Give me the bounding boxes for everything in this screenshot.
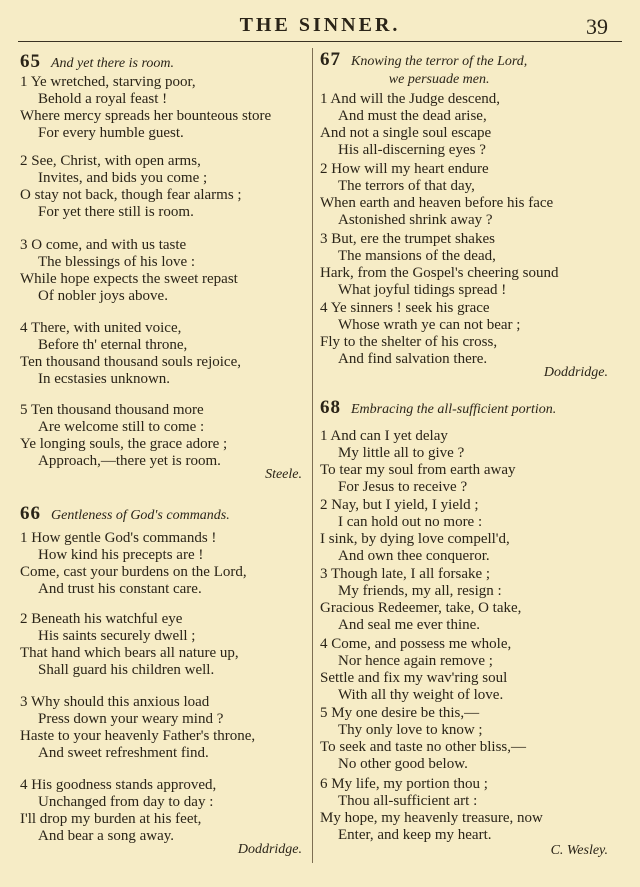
verse-line: And sweet refreshment find. <box>38 745 209 761</box>
verse-line: His all-discerning eyes ? <box>338 142 486 158</box>
verse-line: Thou all-sufficient art : <box>338 793 478 809</box>
verse-line: 4 Come, and possess me whole, <box>320 636 512 652</box>
hymn-verse <box>20 611 239 679</box>
hymn-verse <box>320 300 520 368</box>
column-divider <box>312 48 313 863</box>
verse-line: 4 His goodness stands approved, <box>20 777 217 793</box>
verse-line: 1 How gentle God's commands ! <box>20 530 217 546</box>
verse-line: Approach,—there yet is room. <box>38 453 221 469</box>
verse-line: 2 Nay, but I yield, I yield ; <box>320 497 479 513</box>
verse-line: Thy only love to know ; <box>338 722 483 738</box>
hymn-verse <box>20 237 238 305</box>
verse-line: 2 See, Christ, with open arms, <box>20 153 201 169</box>
hymn-verse <box>20 530 247 598</box>
verse-line: 5 Ten thousand thousand more <box>20 402 204 418</box>
hymn-number: 67 <box>320 49 341 70</box>
hymn-verse <box>20 777 216 845</box>
verse-line: The blessings of his love : <box>38 254 196 270</box>
verse-line: 6 My life, my portion thou ; <box>320 776 488 792</box>
page-number: 39 <box>586 14 608 39</box>
verse-line: For every humble guest. <box>38 125 184 141</box>
hymn-verse <box>320 566 521 634</box>
verse-line: Shall guard his children well. <box>38 662 215 678</box>
hymn-author: Steele. <box>265 467 302 482</box>
verse-line: I sink, by dying love compell'd, <box>320 531 510 547</box>
hymn-header <box>320 398 622 420</box>
verse-line: For yet there still is room. <box>38 204 194 220</box>
verse-line: To tear my soul from earth away <box>320 462 516 478</box>
hymn-number: 65 <box>20 51 41 72</box>
verse-line: Fly to the shelter of his cross, <box>320 334 498 350</box>
hymn-title: Gentleness of God's commands. <box>51 508 230 523</box>
hymn-number: 66 <box>20 503 41 524</box>
verse-line: Whose wrath ye can not bear ; <box>338 317 521 333</box>
verse-line: Settle and fix my wav'ring soul <box>320 670 508 686</box>
hymn-title <box>351 53 527 89</box>
verse-line: Astonished shrink away ? <box>338 212 493 228</box>
verse-line: Hark, from the Gospel's cheering sound <box>320 265 559 281</box>
verse-line: 3 Though late, I all forsake ; <box>320 566 491 582</box>
verse-line: 1 And will the Judge descend, <box>320 91 500 107</box>
verse-line: 1 And can I yet delay <box>320 428 448 444</box>
verse-line: Invites, and bids you come ; <box>38 170 208 186</box>
hymn-verse <box>320 91 500 159</box>
verse-line: 1 Ye wretched, starving poor, <box>20 74 196 90</box>
hymn-title: And yet there is room. <box>51 56 174 71</box>
hymn-verse <box>20 694 255 762</box>
verse-line: And bear a song away. <box>38 828 175 844</box>
verse-line: Ye longing souls, the grace adore ; <box>20 436 228 452</box>
verse-line: Where mercy spreads her bounteous store <box>20 108 272 124</box>
header-rule <box>18 41 622 42</box>
running-title: THE SINNER. <box>239 14 401 36</box>
hymn-verse <box>320 776 543 844</box>
verse-line: Come, cast your burdens on the Lord, <box>20 564 247 580</box>
verse-line: And own thee conqueror. <box>338 548 490 564</box>
verse-line: My little all to give ? <box>338 445 465 461</box>
hymn-title: Embracing the all-sufficient portion. <box>351 402 557 417</box>
verse-line: And find salvation there. <box>338 351 488 367</box>
verse-line: No other good below. <box>338 756 468 772</box>
verse-line: And not a single soul escape <box>320 125 492 141</box>
hymn-number: 68 <box>320 397 341 418</box>
hymn-verse <box>20 402 227 470</box>
verse-line: 2 Beneath his watchful eye <box>20 611 183 627</box>
verse-line: The mansions of the dead, <box>338 248 496 264</box>
verse-line: 3 O come, and with us taste <box>20 237 187 253</box>
verse-line: And must the dead arise, <box>338 108 487 124</box>
verse-line: And trust his constant care. <box>38 581 202 597</box>
hymn-verse <box>320 705 526 773</box>
verse-line: While hope expects the sweet repast <box>20 271 238 287</box>
hymn-verse <box>320 428 516 496</box>
hymn-verse <box>320 497 510 565</box>
hymn-author: Doddridge. <box>237 842 302 857</box>
verse-line: 2 How will my heart endure <box>320 161 489 177</box>
verse-line: With all thy weight of love. <box>338 687 504 703</box>
verse-line: In ecstasies unknown. <box>38 371 171 387</box>
hymn-verse <box>20 320 241 388</box>
verse-line: 4 There, with united voice, <box>20 320 182 336</box>
verse-line: Before th' eternal throne, <box>38 337 188 353</box>
verse-line: To seek and taste no other bliss,— <box>320 739 526 755</box>
hymn-verse <box>20 153 242 221</box>
verse-line: How kind his precepts are ! <box>38 547 204 563</box>
verse-line: O stay not back, though fear alarms ; <box>20 187 242 203</box>
hymn-header <box>20 52 302 74</box>
verse-line: 4 Ye sinners ! seek his grace <box>320 300 490 316</box>
verse-line: Enter, and keep my heart. <box>338 827 492 843</box>
verse-line: 3 Why should this anxious load <box>20 694 210 710</box>
verse-line: Unchanged from day to day : <box>38 794 214 810</box>
verse-line: My friends, my all, resign : <box>338 583 502 599</box>
verse-line: Of nobler joys above. <box>38 288 168 304</box>
verse-line: I can hold out no more : <box>338 514 483 530</box>
verse-line: His saints securely dwell ; <box>38 628 196 644</box>
page-header <box>0 0 640 50</box>
verse-line: Nor hence again remove ; <box>338 653 493 669</box>
verse-line: And seal me ever thine. <box>338 617 481 633</box>
verse-line: 3 But, ere the trumpet shakes <box>320 231 495 247</box>
verse-line: Press down your weary mind ? <box>38 711 224 727</box>
verse-line: Are welcome still to come : <box>38 419 205 435</box>
verse-line: What joyful tidings spread ! <box>338 282 507 298</box>
verse-line: That hand which bears all nature up, <box>20 645 239 661</box>
hymn-header <box>320 50 622 89</box>
hymn-verse <box>20 74 271 142</box>
hymn-verse <box>320 636 511 704</box>
hymn-verse <box>320 161 553 229</box>
verse-line: Ten thousand thousand souls rejoice, <box>20 354 241 370</box>
verse-line: The terrors of that day, <box>338 178 475 194</box>
verse-line: Haste to your heavenly Father's throne, <box>20 728 256 744</box>
hymn-author: C. Wesley. <box>550 843 608 858</box>
hymn-author: Doddridge. <box>543 365 608 380</box>
verse-line: 5 My one desire be this,— <box>320 705 480 721</box>
hymn-verse <box>320 231 558 299</box>
hymn-title-line: we persuade men. <box>388 72 490 87</box>
verse-line: For Jesus to receive ? <box>338 479 468 495</box>
verse-line: I'll drop my burden at his feet, <box>20 811 202 827</box>
verse-line: When earth and heaven before his face <box>320 195 554 211</box>
verse-line: My hope, my heavenly treasure, now <box>320 810 543 826</box>
verse-line: Behold a royal feast ! <box>38 91 168 107</box>
hymn-title-line: Knowing the terror of the Lord, <box>351 54 528 69</box>
verse-line: Gracious Redeemer, take, O take, <box>320 600 522 616</box>
hymn-header <box>20 504 302 526</box>
